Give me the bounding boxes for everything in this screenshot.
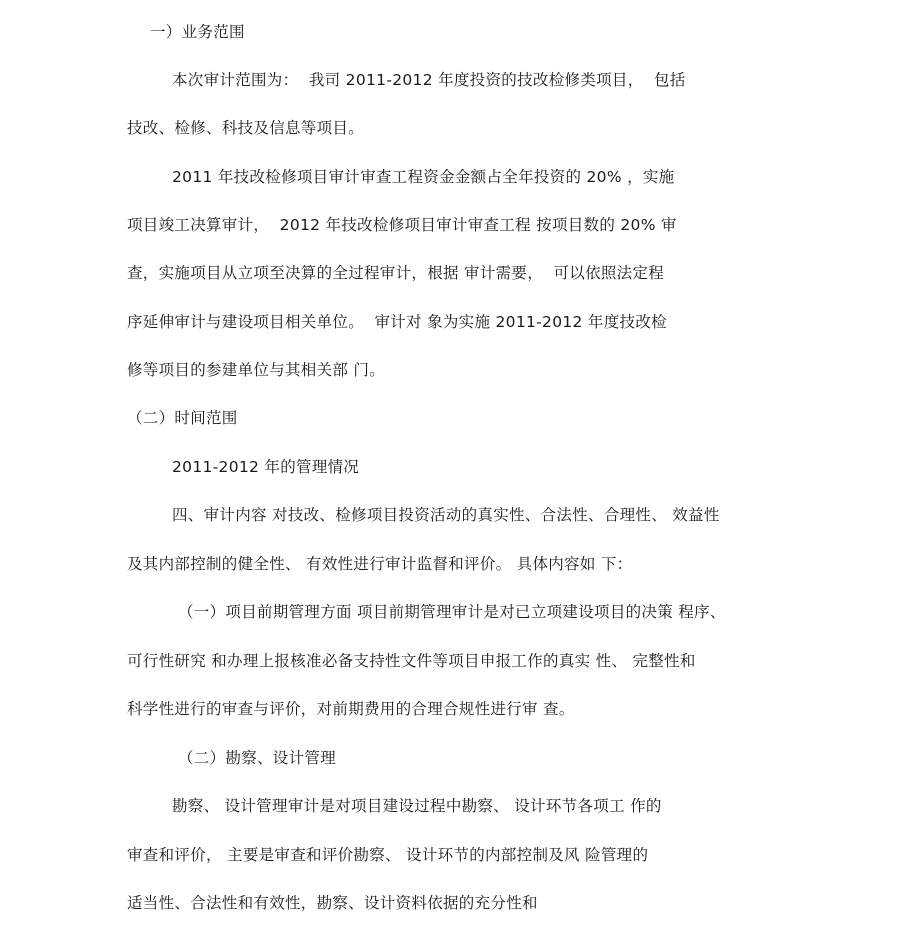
paragraph-line: 2011-2012 年的管理情况	[172, 458, 360, 476]
section-heading-business-scope: 一）业务范围	[150, 23, 245, 41]
subsection-heading-survey-design: （二）勘察、设计管理	[178, 749, 337, 767]
paragraph-line: 修等项目的参建单位与其相关部 门。	[127, 361, 386, 379]
subsection-heading-preliminary: （一）项目前期管理方面 项目前期管理审计是对已立项建设项目的决策 程序、	[178, 603, 726, 621]
paragraph-line: 项目竣工决算审计， 2012 年技改检修项目审计审查工程 按项目数的 20% 审	[127, 216, 677, 234]
paragraph-line: 本次审计范围为： 我司 2011-2012 年度投资的技改检修类项目， 包括	[172, 71, 686, 89]
paragraph-line: 审查和评价， 主要是审查和评价勘察、 设计环节的内部控制及风 险管理的	[127, 846, 649, 864]
paragraph-line: 查，实施项目从立项至决算的全过程审计，根据 审计需要， 可以依照法定程	[127, 264, 665, 282]
section-heading-audit-content: 四、审计内容 对技改、检修项目投资活动的真实性、合法性、合理性、 效益性	[172, 506, 720, 524]
paragraph-line: 及其内部控制的健全性、 有效性进行审计监督和评价。 具体内容如 下：	[127, 555, 633, 573]
paragraph-line: 2011 年技改检修项目审计审查工程资金金额占全年投资的 20% ，实施	[172, 168, 675, 186]
section-heading-time-scope: （二）时间范围	[127, 409, 238, 427]
paragraph-line: 适当性、合法性和有效性，勘察、设计资料依据的充分性和	[127, 894, 538, 912]
paragraph-line: 可行性研究 和办理上报核准必备支持性文件等项目申报工作的真实 性、 完整性和	[127, 652, 696, 670]
paragraph-line: 科学性进行的审查与评价，对前期费用的合理合规性进行审 查。	[127, 700, 575, 718]
paragraph-line: 序延伸审计与建设项目相关单位。 审计对 象为实施 2011-2012 年度技改检	[127, 313, 667, 331]
paragraph-line: 技改、检修、科技及信息等项目。	[127, 119, 365, 137]
paragraph-line: 勘察、 设计管理审计是对项目建设过程中勘察、 设计环节各项工 作的	[172, 797, 662, 815]
